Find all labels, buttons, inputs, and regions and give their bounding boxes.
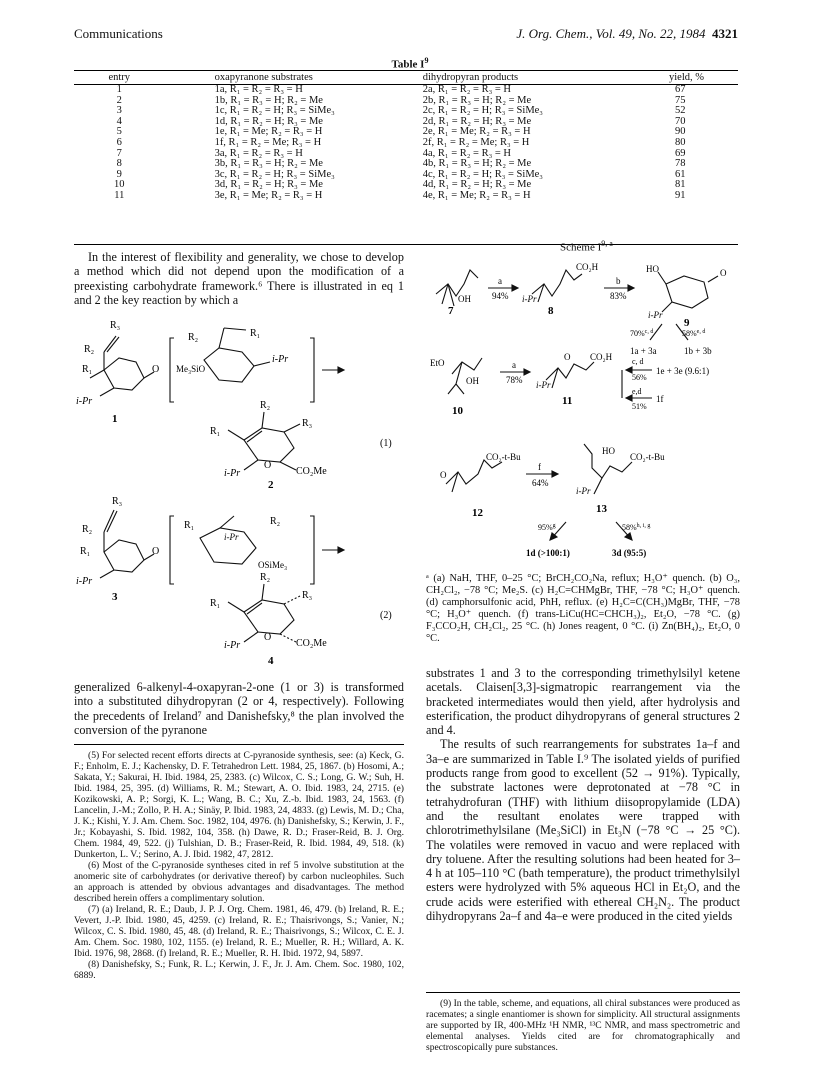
scheme-12-o: O (440, 470, 447, 480)
yield-cd-1 (630, 329, 653, 338)
entry-cell: 5 (116, 126, 122, 138)
footnote-9: (9) In the table, scheme, and equations, all chiral substances were produced as racemates; a single enantiomer is shown for simplicity. All structural assignments are supported by IR, 400-MHz ¹H NMR, ¹³C NMR, and mass spectrometric and elemental analyses. Yields cited are for chromatographically and spectroscopically pure substances. (426, 998, 740, 1053)
yield-cd-2: 56% (632, 373, 647, 382)
step-b-1: b (616, 276, 621, 286)
table-row (74, 159, 738, 170)
scheme-8-co2h: CO₂H (576, 262, 599, 272)
substrate-cell: 3d, R₁ = R₂ = H; R₃ = Me (214, 179, 323, 191)
journal-citation: J. Org. Chem., Vol. 49, No. 22, 1984 (516, 26, 706, 41)
product-cell: 4c, R₁ = R₂ = H; R₃ = SiMe₃ (422, 168, 543, 180)
entry-cell: 4 (116, 115, 122, 127)
scheme-10-oh: OH (466, 376, 479, 386)
entry-cell: 2 (116, 94, 122, 106)
compound-7-label: 7 (448, 305, 454, 317)
step-a-1: a (498, 276, 502, 286)
compound-13-label: 13 (596, 503, 607, 515)
eq1-carbonyl-o: O (152, 364, 160, 375)
eq1-p-co2me: CO₂Me (296, 466, 327, 477)
footnote-7: (7) (a) Ireland, R. E.; Daub, J. P. J. Org. Chem. 1981, 46, 479. (b) Ireland, R. E.; Vevert, J.-P. Ibid. 1980, 45, 4259. (c) Ireland, R. E.; Thaisrivongs, S.; Vanier, N.; Wilcox, C. S. Ibid. 1980, 45, 48. (d) Ireland, R. E.; Thaisrivongs, S.; Wilcox, C. E. J. Am. Chem. Soc. 1980, 102, 1155. (e) Ireland, R. E.; Mueller, R. H.; Willard, A. K. Ibid. 1976, 98, 2868. (f) Ireland, R. E.; Mueller, R. H. Ibid. 1972, 94, 5897. (74, 904, 404, 959)
eq1-r3-label: R₃ (110, 320, 121, 331)
yield-cd-1-sup: c, d (644, 329, 654, 335)
eq1-p-r1: R₁ (210, 426, 221, 437)
scheme-7-oh: OH (458, 294, 471, 304)
scheme-11-o: O (564, 352, 571, 362)
right-paragraph-1: substrates 1 and 3 to the corresponding trimethylsilyl ketene acetals. Claisen[3,3]-sigmatropic rearrangement via the bracketed intermediates would then yield, after hydrolysis and esterification, the product dihydropyrans of general structures 2 and 4. (426, 666, 740, 738)
table-title-text: Table I (391, 58, 425, 71)
compound-1-label: 1 (112, 413, 118, 425)
eq2-int-ipr: i-Pr (224, 532, 239, 542)
running-header-section: Communications (74, 26, 163, 41)
yield-a-2: 78% (506, 375, 523, 385)
yield-cell: 78 (675, 158, 686, 170)
footnote-8: (8) Danishefsky, S.; Funk, R. L.; Kerwin, J. F., Jr. J. Am. Chem. Soc. 1980, 102, 6889. (74, 959, 404, 981)
eq1-p-o: O (264, 460, 272, 471)
table-bottom-rule (74, 244, 738, 245)
table-title (0, 56, 820, 71)
substrate-cell: 1d, R₁ = R₂ = H; R₃ = Me (214, 115, 323, 127)
equation-2-structures (74, 492, 404, 672)
table-row (74, 170, 738, 181)
product-1e-3e: 1e + 3e (9.6:1) (656, 366, 710, 376)
eq2-r1-label: R₁ (80, 546, 91, 557)
equation-2 (74, 492, 404, 677)
substrate-cell: 1f, R₁ = R₂ = Me; R₃ = H (214, 136, 322, 148)
yield-b-1: 83% (610, 291, 627, 301)
substrate-cell: 3a, R₁ = R₂ = R₃ = H (214, 147, 303, 159)
scheme-title-text: Scheme I (560, 241, 602, 254)
table-body (74, 85, 738, 202)
eq2-ipr-label: i-Pr (76, 576, 93, 587)
product-cell: 2b, R₁ = R₃ = H; R₂ = Me (422, 94, 532, 106)
substrate-cell: 1b, R₁ = R₃ = H; R₂ = Me (214, 94, 323, 106)
continuation-paragraph (74, 680, 404, 737)
eq2-int-r2: R₂ (270, 516, 281, 527)
scheme-1-structures (426, 254, 740, 572)
page-number: 4321 (712, 26, 738, 41)
right-column-text (426, 666, 740, 923)
product-cell: 4b, R₁ = R₃ = H; R₂ = Me (422, 158, 532, 170)
yield-cell: 70 (675, 115, 686, 127)
scheme-13-ho: HO (602, 446, 615, 456)
product-cell: 2a, R₁ = R₂ = R₃ = H (422, 84, 512, 95)
table-row (74, 191, 738, 202)
eq2-r3-label: R₃ (112, 496, 123, 507)
right-paragraph-2: The results of such rearrangements for substrates 1a–f and 3a–e are summarized in Table I.⁹ The isolated yields of purified products range from good to excellent (52 → 91%). Typically, the substrate lactones were deprotonated at −78 °C in tetrahydrofuran (THF) with lithium diisopropylamide (LDA) and the resultant enolates were trapped with chlorotrimethylsilane (Me₃SiCl) in Et₃N (−78 °C → 25 °C). The volatiles were removed in vacuo and were replaced with dry toluene. After the resulting solutions had been heated for 3–4 h at 105–110 °C (bath temperature), the product trimethylsilyl esters were hydrolyzed with 5% aqueous HCl in Et₂O, and the crude acids were esterified with ethereal CH₂N₂. The product dihydropyrans 2a–f and 4a–e were produced in the cited yields (426, 737, 740, 924)
footnote-5: (5) For selected recent efforts directs at C-pyranoside synthesis, see: (a) Keck, G. F.; Enholm, E. J.; Kachensky, D. F. Tetrahedron Lett. 1984, 25, 1867. (b) Hosomi, A.; Sakata, Y.; Sakurai, H. Ibid. 1984, 25, 2383. (c) Wilcox, C. S.; Long, G. W.; Suh, H. Ibid. 1984, 25, 395. (d) Williams, R. M.; Stewart, A. O. Ibid. 1983, 24, 2715. (e) Kozikowski, A. P.; Sorgi, K. L.; Wang, B. C.; Xu, Z.-b. Ibid. 1983, 24, 1563. (f) Lancelin, J.-M.; Zollo, P. H. A.; Sinäy, P. Ibid. 1983, 24, 4833. (g) Lewis, M. D.; Cha, J. K.; Kishi, Y. J. Am. Chem. Soc. 1982, 104, 4976. (h) Danishefsky, S.; Kerwin, J. F., Jr.; Kobayashi, S. Ibid. 1982, 104, 358. (h) Dawe, R. D.; Fraser-Reid, B. J. Org. Chem. 1984, 49, 522. (j) Tulshian, D. B.; Fraser-Reid, R. Ibid. 1984, 49, 518. (k) Dunkerton, L. V.; Serino, A. J. Ibid. 1982, 47, 2812. (74, 750, 404, 860)
yield-ed-1-sup: e, d (696, 329, 706, 335)
scheme-11-co2h: CO₂H (590, 352, 613, 362)
eq2-number: (2) (380, 610, 392, 621)
eq1-int-r2: R₂ (188, 332, 199, 343)
col-header-entry: entry (74, 71, 165, 85)
substrate-cell: 3c, R₁ = R₂ = H; R₃ = SiMe₃ (214, 168, 335, 180)
eq1-p-r2: R₂ (260, 400, 271, 411)
compound-10-label: 10 (452, 405, 463, 417)
eq2-int-osime3: OSiMe₃ (258, 560, 288, 570)
scheme-title (560, 239, 613, 254)
entry-cell: 1 (116, 84, 122, 95)
yield-g (538, 523, 556, 532)
yield-ed-1 (682, 329, 705, 338)
yield-cell: 67 (675, 84, 686, 95)
eq1-r1-label: R₁ (82, 364, 93, 375)
footnote-separator-left (74, 744, 404, 745)
yield-hig-sup: h, i, g (636, 523, 651, 529)
intro-text: In the interest of flexibility and generality, we chose to develop a method which did not depend upon the modification of a preexisting carbohydrate framework.⁶ There is illustrated in eq 1 and 2 the key reaction by which a (74, 250, 404, 307)
scheme-title-sup: 9, a (601, 239, 613, 248)
scheme-footnotes: ᵃ (a) NaH, THF, 0–25 °C; BrCH₂CO₂Na, reflux; H₃O⁺ quench. (b) O₃, CH₂Cl₂, −78 °C; Me₂S. (c) H₂C=CHMgBr, THF, −78 °C; H₃O⁺ quench. (d) camphorsulfonic acid, PhH, reflux. (e) H₂C=C(CH₃)MgBr, THF, −78 °C; H₃O⁺ quench. (f) trans-LiCu(HC=CHCH₃)₂, Et₂O, −78 °C. (g) F₃CCO₂H, CH₂Cl₂, 25 °C. (h) Jones reagent, 0 °C. (i) Zn(BH₄)₂, Et₂O, 0 °C. (426, 573, 740, 644)
intro-paragraph (74, 250, 404, 307)
product-cell: 4a, R₁ = R₂ = R₃ = H (422, 147, 512, 159)
compound-4-label: 4 (268, 655, 274, 667)
col-header-products: dihydropyran products (419, 71, 629, 85)
table-title-sup: 9 (424, 56, 429, 65)
substrate-cell: 3b, R₁ = R₃ = H; R₂ = Me (214, 158, 323, 170)
yield-cell: 75 (675, 94, 686, 106)
product-1a-3a: 1a + 3a (630, 346, 657, 356)
yield-cell: 52 (675, 105, 686, 117)
entry-cell: 11 (114, 189, 125, 201)
step-cd-2: c, d (632, 357, 644, 366)
table-header-row (74, 71, 738, 85)
step-f: f (538, 462, 541, 472)
product-1b-3b: 1b + 3b (684, 346, 712, 356)
compound-3-label: 3 (112, 591, 118, 603)
step-a-2: a (512, 360, 516, 370)
eq2-carbonyl-o: O (152, 546, 160, 557)
yield-cell: 91 (675, 189, 686, 201)
eq1-r2-label: R₂ (84, 344, 95, 355)
compound-8-label: 8 (548, 305, 554, 317)
compound-2-label: 2 (268, 479, 274, 491)
substrate-cell: 1e, R₁ = Me; R₂ = R₃ = H (214, 126, 323, 138)
yield-g-value: 95% (538, 523, 553, 532)
eq2-p-r1: R₁ (210, 598, 221, 609)
table-row (74, 127, 738, 138)
scheme-10-eto: EtO (430, 358, 445, 368)
entry-cell: 7 (116, 147, 122, 159)
eq2-r2-label: R₂ (82, 524, 93, 535)
product-cell: 2e, R₁ = Me; R₂ = R₃ = H (422, 126, 531, 138)
eq1-p-ipr: i-Pr (224, 468, 241, 479)
scheme-9-o: O (720, 268, 727, 278)
yield-cd-1-value: 70% (630, 329, 645, 338)
equation-1 (74, 300, 404, 500)
yield-g-sup: g (552, 523, 556, 529)
entry-cell: 9 (116, 168, 122, 180)
table-row (74, 96, 738, 107)
yield-cell: 81 (675, 179, 686, 191)
eq2-p-ipr: i-Pr (224, 640, 241, 651)
compound-12-label: 12 (472, 507, 483, 519)
product-1d: 1d (>100:1) (526, 548, 570, 558)
step-ed-2: e,d (632, 387, 642, 396)
substrate-cell: 3e, R₁ = Me; R₂ = R₃ = H (214, 189, 323, 201)
eq2-p-co2me: CO₂Me (296, 638, 327, 649)
continuation-text: generalized 6-alkenyl-4-oxapyran-2-one (1 or 3) is transformed into a substituted dihydropyran (2 or 4, respectively). Following the precedents of Ireland⁷ and Danishefsky,⁸ the plan involved the conversion of the pyranone (74, 680, 404, 737)
yield-cell: 90 (675, 126, 686, 138)
scheme-13-ipr: i-Pr (576, 486, 591, 496)
eq2-p-o: O (264, 632, 272, 643)
footnotes-left (74, 750, 404, 981)
scheme-9-ipr: i-Pr (648, 310, 663, 320)
equation-1-structures (74, 300, 404, 495)
yield-cell: 61 (675, 168, 686, 180)
running-header-journal (516, 26, 738, 42)
product-1f: 1f (656, 394, 664, 404)
product-cell: 2d, R₁ = R₂ = H; R₃ = Me (422, 115, 532, 127)
footnote-separator-right (426, 992, 740, 993)
product-cell: 2f, R₁ = R₂ = Me; R₃ = H (422, 136, 530, 148)
product-cell: 2c, R₁ = R₂ = H; R₃ = SiMe₃ (422, 105, 543, 117)
table-row (74, 149, 738, 160)
scheme-11-ipr: i-Pr (536, 380, 551, 390)
entry-cell: 3 (116, 105, 122, 117)
substrate-cell: 1c, R₁ = R₂ = H; R₃ = SiMe₃ (214, 105, 335, 117)
table-row (74, 85, 738, 96)
compound-11-label: 11 (562, 395, 573, 407)
scheme-13-co2tbu: CO₂-t-Bu (630, 452, 665, 462)
substrate-cell: 1a, R₁ = R₂ = R₃ = H (214, 84, 303, 95)
yield-f: 64% (532, 478, 549, 488)
yield-ed-2: 51% (632, 402, 647, 411)
footnote-6: (6) Most of the C-pyranoside syntheses cited in ref 5 involve substitution at the anomeric site of carbohydrates (or derivative thereof) by carbon nucleophiles. Such an approach is attended by obvious advantages and disadvantages. The method described herein offers a complimentary solution. (74, 860, 404, 904)
footnote-right (426, 998, 740, 1053)
yield-cell: 69 (675, 147, 686, 159)
table-row (74, 138, 738, 149)
yield-cell: 80 (675, 136, 686, 148)
product-cell: 4e, R₁ = Me; R₂ = R₃ = H (422, 189, 531, 201)
product-3d: 3d (95:5) (612, 548, 647, 558)
yield-a-1: 94% (492, 291, 509, 301)
yield-hig-value: 58% (622, 523, 637, 532)
table-row (74, 106, 738, 117)
col-header-yield: yield, % (629, 71, 738, 85)
col-header-substrates: oxapyranone substrates (165, 71, 419, 85)
eq1-int-ipr: i-Pr (272, 354, 289, 365)
entry-cell: 6 (116, 136, 122, 148)
eq2-p-r3: R₃ (302, 590, 313, 601)
compound-9-label: 9 (684, 317, 690, 329)
scheme-1 (426, 254, 740, 577)
eq1-p-r3: R₃ (302, 418, 313, 429)
eq2-p-r2: R₂ (260, 572, 271, 583)
table-row (74, 117, 738, 128)
scheme-9-ho: HO (646, 264, 659, 274)
scheme-12-co2tbu: CO₂-t-Bu (486, 452, 521, 462)
results-table (74, 70, 738, 202)
scheme-8-ipr: i-Pr (522, 294, 537, 304)
eq1-ipr-label: i-Pr (76, 396, 93, 407)
entry-cell: 10 (114, 179, 125, 191)
entry-cell: 8 (116, 158, 122, 170)
yield-ed-1-value: 58% (682, 329, 697, 338)
eq1-int-me3sio: Me₃SiO (176, 364, 206, 374)
table-row (74, 180, 738, 191)
yield-hig (622, 523, 650, 532)
eq1-number: (1) (380, 438, 392, 449)
eq1-int-r1: R₁ (250, 328, 261, 339)
product-cell: 4d, R₁ = R₂ = H; R₃ = Me (422, 179, 532, 191)
eq2-int-r1: R₁ (184, 520, 195, 531)
